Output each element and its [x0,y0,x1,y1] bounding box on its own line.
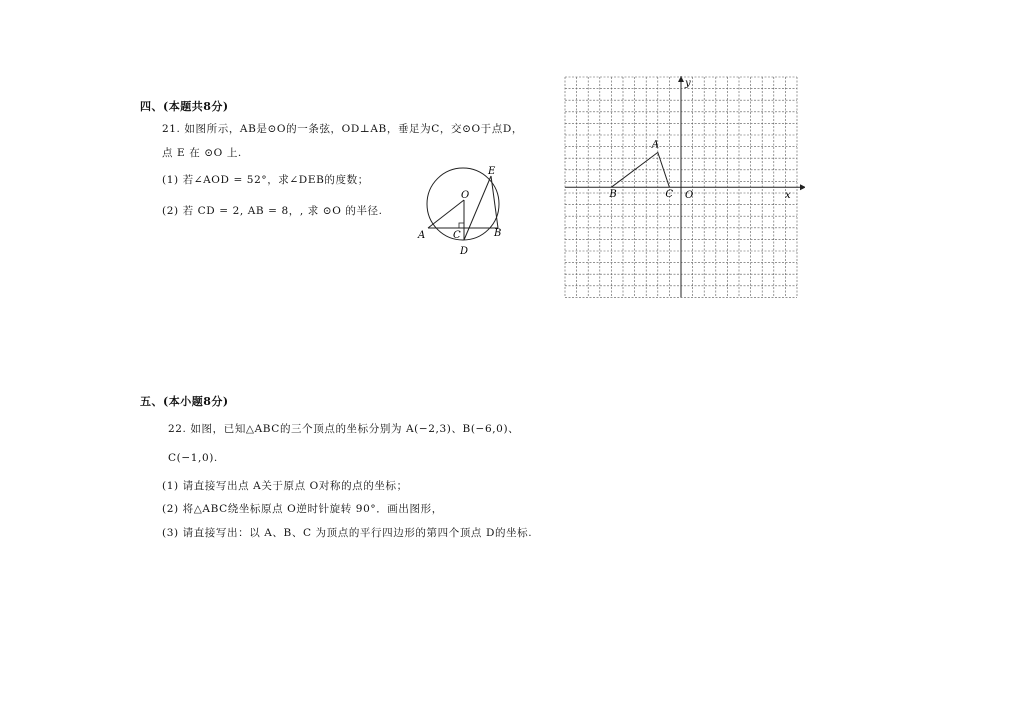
origin-label: O [685,190,694,202]
label-o: O [461,190,470,201]
label-e: E [488,166,496,177]
segment-eb [491,176,498,228]
q22-line-2: C(−1,0). [168,452,218,464]
y-axis-label: y [685,78,691,89]
q21-line-2: 点 E 在 ⊙O 上. [162,147,242,159]
q22-part-2: (2) 将△ABC绕坐标原点 O逆时针旋转 90°．画出图形， [162,503,443,515]
point-label-b: B [609,189,617,201]
section-4-heading: 四、(本题共8分) [140,100,229,113]
section-5-heading: 五、(本小题8分) [140,395,229,408]
label-a: A [418,230,426,241]
q22-line-1: 22. 如图，已知△ABC的三个顶点的坐标分别为 A(−2,3)、B(−6,0)、 [168,423,520,435]
label-c: C [453,230,461,241]
right-angle-mark [459,223,464,228]
q21-part-2: (2) 若 CD = 2, AB = 8，, 求 ⊙O 的半径. [162,205,383,217]
coordinate-grid-figure [560,72,805,304]
point-label-c: C [665,189,674,201]
label-d: D [460,246,469,257]
q21-line-1: 21. 如图所示，AB是⊙O的一条弦，OD⊥AB，垂足为C，交⊙O于点D， [162,123,523,135]
circle-figure [415,160,515,260]
label-b: B [494,228,502,239]
q22-part-1: (1) 请直接写出点 A关于原点 O对称的点的坐标； [162,480,408,492]
q21-part-1: (1) 若∠AOD = 52°，求∠DEB的度数； [162,174,369,186]
x-axis-label: x [785,190,791,202]
circle-o [427,168,502,240]
point-label-a: A [651,139,660,151]
q22-part-3: (3) 请直接写出：以 A、B、C 为顶点的平行四边形的第四个顶点 D的坐标. [162,527,533,539]
x-axis-arrow [800,184,805,190]
